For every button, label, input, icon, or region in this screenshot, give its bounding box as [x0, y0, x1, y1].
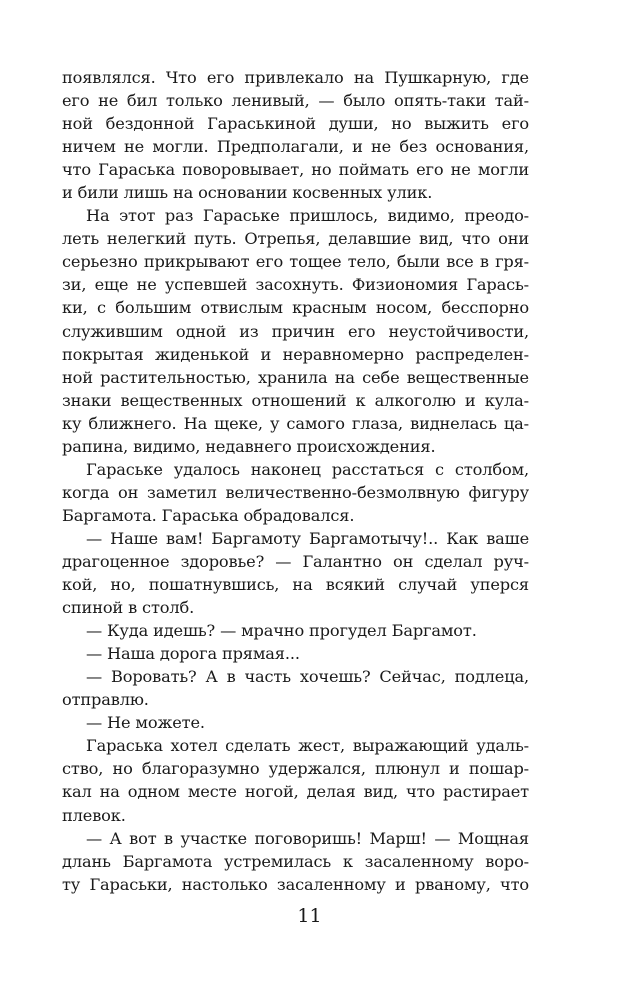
text-line: ту Гараськи, настолько засаленному и рваному, что: [62, 874, 529, 894]
text-line: ки, с большим отвислым красным носом, бесспорно: [62, 298, 529, 318]
text-line: появлялся. Что его привлекало на Пушкарную, где: [62, 68, 529, 87]
text-line: — Не можете.: [86, 713, 205, 733]
text-line: плевок.: [62, 805, 126, 825]
text-line: — А вот в участке поговоришь! Марш! — Мощная: [86, 828, 529, 848]
page-number: 11: [297, 905, 322, 927]
body-text: [62, 66, 529, 896]
text-line: — Наше вам! Баргамоту Баргамотычу!.. Как ваше: [86, 528, 529, 548]
text-line: знаки вещественных отношений к алкоголю и кула-: [62, 390, 529, 410]
text-line: — Воровать? А в часть хочешь? Сейчас, подлеца,: [86, 667, 529, 687]
text-line: ничем не могли. Предполагали, и не без основания,: [62, 137, 529, 157]
text-line: зи, еще не успевшей засохнуть. Физиономия Гарась-: [62, 275, 529, 295]
text-line: На этот раз Гараське пришлось, видимо, преодо-: [86, 206, 529, 226]
text-line: отправлю.: [62, 690, 149, 710]
text-line: серьезно прикрывают его тощее тело, были все в гря-: [62, 252, 529, 272]
text-line: Гараська хотел сделать жест, выражающий удаль-: [86, 736, 529, 756]
text-line: и били лишь на основании косвенных улик.: [62, 183, 433, 203]
text-line: ной бездонной Гараськиной души, но выжить его: [62, 114, 529, 134]
text-line: спиной в столб.: [62, 598, 195, 618]
text-line: его не бил только ленивый, — было опять-таки тай-: [62, 91, 529, 111]
text-line: служившим одной из причин его неустойчивости,: [62, 321, 529, 341]
text-line: рапина, видимо, недавнего происхождения.: [62, 436, 436, 456]
text-line: кал на одном месте ногой, делая вид, что растирает: [62, 782, 529, 802]
text-line: леть нелегкий путь. Отрепья, делавшие вид, что они: [62, 229, 529, 249]
text-line: ство, но благоразумно удержался, плюнул и пошар-: [62, 759, 529, 779]
text-line: покрытая жиденькой и неравномерно распределен-: [62, 344, 529, 364]
text-line: — Куда идешь? — мрачно прогудел Баргамот.: [86, 621, 477, 641]
text-line: кой, но, пошатнувшись, на всякий случай уперся: [62, 575, 529, 595]
text-line: Баргамота. Гараська обрадовался.: [62, 505, 355, 525]
text-line: драгоценное здоровье? — Галантно он сделал руч-: [62, 551, 529, 571]
text-line: Гараське удалось наконец расстаться с столбом,: [86, 459, 529, 479]
text-line: ной растительностью, хранила на себе вещественные: [62, 367, 529, 387]
text-line: что Гараська поворовывает, но поймать его не могли: [62, 160, 529, 180]
text-line: — Наша дорога прямая...: [86, 644, 300, 664]
text-line: ку ближнего. На щеке, у самого глаза, виднелась ца-: [62, 413, 529, 433]
text-line: когда он заметил величественно-безмолвную фигуру: [62, 482, 529, 502]
text-line: длань Баргамота устремилась к засаленному воро-: [62, 851, 529, 871]
